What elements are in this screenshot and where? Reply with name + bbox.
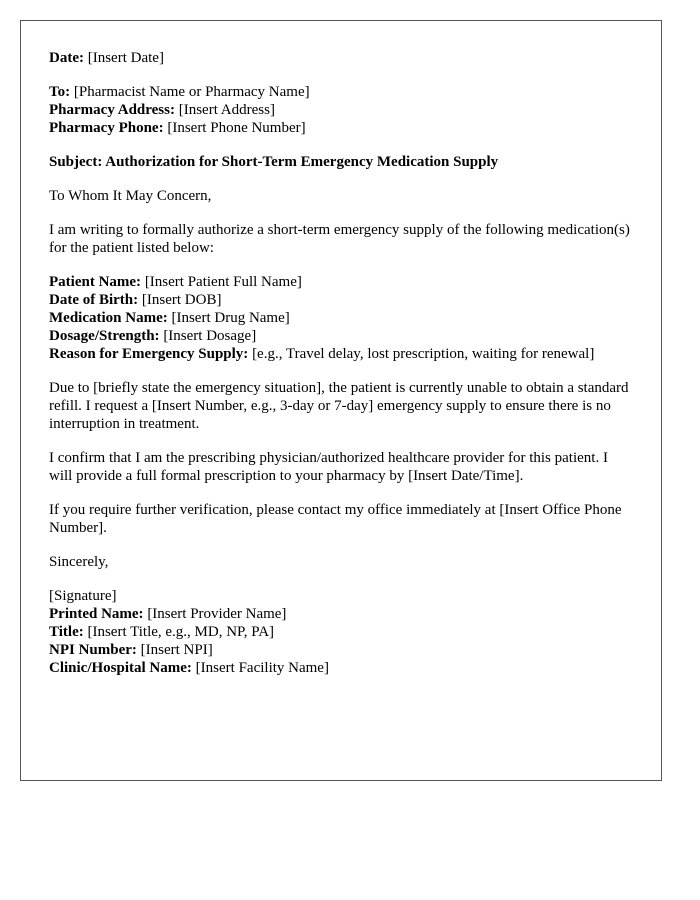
signer-block (49, 587, 633, 677)
npi-line: NPI Number: [Insert NPI] (49, 642, 213, 658)
closing: Sincerely, (49, 554, 109, 570)
signature-line: [Signature] (49, 588, 117, 604)
confirmation-paragraph: I confirm that I am the prescribing physician/authorized healthcare provider for this patient. I will provide a full formal prescription to your pharmacy by [Insert Date/Time]. (49, 450, 608, 484)
recipient-block (49, 83, 633, 137)
patient-fields (49, 273, 633, 363)
title-line: Title: [Insert Title, e.g., MD, NP, PA] (49, 624, 275, 640)
dosage-line: Dosage/Strength: [Insert Dosage] (49, 328, 257, 344)
facility-line: Clinic/Hospital Name: [Insert Facility Name] (49, 660, 329, 676)
letter-document (20, 20, 662, 781)
intro-paragraph: I am writing to formally authorize a short-term emergency supply of the following medication(s) for the patient listed below: (49, 222, 630, 256)
printed-name-line: Printed Name: [Insert Provider Name] (49, 606, 287, 622)
pharmacy-address-line: Pharmacy Address: [Insert Address] (49, 102, 275, 118)
reason-line: Reason for Emergency Supply: [e.g., Travel delay, lost prescription, waiting for renewal] (49, 346, 595, 362)
to-line: To: [Pharmacist Name or Pharmacy Name] (49, 84, 310, 100)
medication-name-line: Medication Name: [Insert Drug Name] (49, 310, 290, 326)
salutation: To Whom It May Concern, (49, 188, 212, 204)
date-line: Date: [Insert Date] (49, 50, 164, 66)
situation-paragraph: Due to [briefly state the emergency situation], the patient is currently unable to obtain a standard refill. I request a [Insert Number, e.g., 3-day or 7-day] emergency supply to ensure there is no interruption in treatment. (49, 380, 629, 432)
dob-line: Date of Birth: [Insert DOB] (49, 292, 222, 308)
patient-name-line: Patient Name: [Insert Patient Full Name] (49, 274, 302, 290)
verification-paragraph: If you require further verification, please contact my office immediately at [Insert Office Phone Number]. (49, 502, 622, 536)
subject-line: Subject: Authorization for Short-Term Emergency Medication Supply (49, 154, 499, 170)
pharmacy-phone-line: Pharmacy Phone: [Insert Phone Number] (49, 120, 306, 136)
